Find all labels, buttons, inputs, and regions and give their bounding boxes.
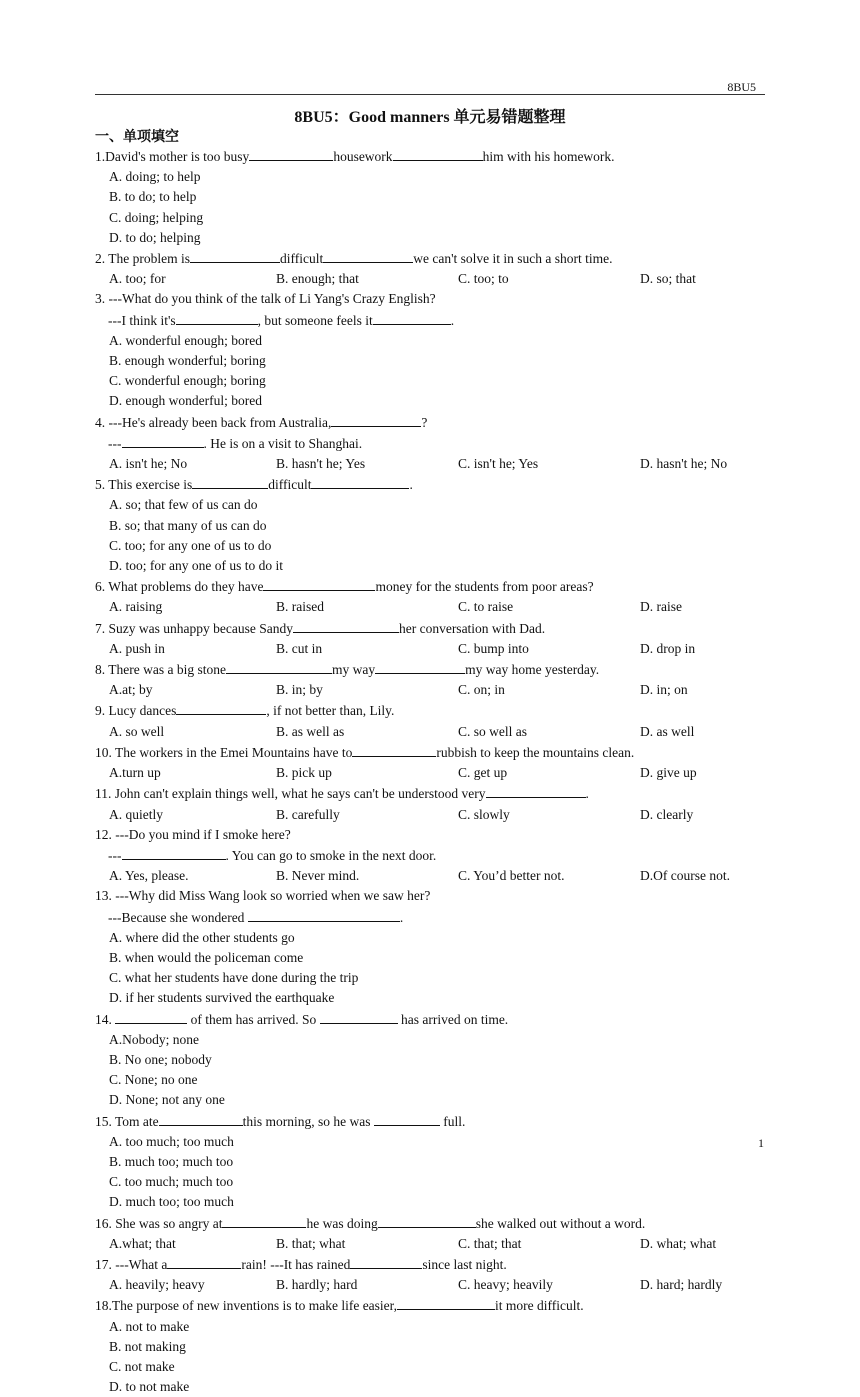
stem-text: 3. ---What do you think of the talk of Li Yang's Crazy English? xyxy=(95,291,436,307)
option-c: C. slowly xyxy=(458,806,510,822)
answer-blank xyxy=(115,1009,187,1024)
option-a: A. not to make xyxy=(109,1318,190,1334)
stem-text: her conversation with Dad. xyxy=(398,620,546,636)
option-a: A. raising xyxy=(109,599,163,615)
option-a: A. push in xyxy=(109,640,165,656)
option-c: C. get up xyxy=(458,765,508,781)
stem-text: 18.The purpose of new inventions is to make life easier, xyxy=(95,1298,398,1314)
option-d: D. as well xyxy=(640,723,695,739)
question-list xyxy=(95,146,775,1397)
question-6 xyxy=(95,576,775,617)
stem-text: . xyxy=(399,909,404,925)
stem-text: 11. John can't explain things well, what he says can't be understood very xyxy=(95,786,486,802)
option-d: D. clearly xyxy=(640,806,694,822)
stem-text: 1.David's mother is too busy xyxy=(95,149,250,164)
stem-text: 2. The problem is xyxy=(95,251,190,267)
option-c: C. on; in xyxy=(458,682,505,698)
stem-text: 5. This exercise is xyxy=(95,477,193,493)
question-stem xyxy=(95,474,775,495)
question-3 xyxy=(95,289,775,411)
option-b: B. when would the policeman come xyxy=(109,949,304,965)
question-stem xyxy=(95,783,775,804)
stem-text: 12. ---Do you mind if I smoke here? xyxy=(95,826,291,842)
answer-blank xyxy=(263,576,375,591)
question-8 xyxy=(95,659,775,700)
option-a: A. so well xyxy=(109,723,165,739)
stem-text: --- xyxy=(108,435,122,451)
option-list xyxy=(95,805,775,825)
option-d: D. hasn't he; No xyxy=(640,456,728,472)
question-2 xyxy=(95,248,775,289)
question-10 xyxy=(95,742,775,783)
stem-text: ? xyxy=(421,414,428,430)
question-13 xyxy=(95,886,775,1008)
answer-blank xyxy=(311,474,409,489)
option-b: B. so; that many of us can do xyxy=(109,517,267,533)
option-a: A. isn't he; No xyxy=(109,456,188,472)
answer-blank xyxy=(159,1111,243,1126)
question-stem xyxy=(95,659,775,680)
stem-text: difficult xyxy=(280,251,324,267)
stem-text: --- xyxy=(108,847,122,863)
option-b: B. much too; much too xyxy=(109,1153,234,1169)
option-c: C. bump into xyxy=(458,640,529,656)
stem-text: she walked out without a word. xyxy=(475,1215,646,1231)
option-list xyxy=(95,680,775,700)
option-a: A. too; for xyxy=(109,271,166,287)
question-stem xyxy=(95,886,775,906)
option-b: B. enough wonderful; boring xyxy=(109,353,266,369)
option-b: B. not making xyxy=(109,1338,186,1354)
option-a: A. quietly xyxy=(109,806,163,822)
question-stem xyxy=(95,412,775,433)
option-a: A. too much; too much xyxy=(109,1133,234,1149)
option-d: D. hard; hardly xyxy=(640,1277,723,1293)
option-list xyxy=(95,167,775,248)
option-a: A. doing; to help xyxy=(109,169,201,185)
stem-text: ---Because she wondered xyxy=(108,909,248,925)
option-a: A. Yes, please. xyxy=(109,868,189,884)
option-list xyxy=(95,597,775,617)
stem-text: 6. What problems do they have xyxy=(95,579,264,595)
option-list xyxy=(95,1275,775,1295)
header-rule xyxy=(95,94,765,95)
stem-text: ---I think it's xyxy=(108,312,176,328)
stem-text: full. xyxy=(439,1113,466,1129)
stem-text: he was doing xyxy=(306,1215,378,1231)
answer-blank xyxy=(320,1009,398,1024)
option-b: B. as well as xyxy=(276,723,345,739)
answer-blank xyxy=(378,1213,476,1228)
stem-text: 7. Suzy was unhappy because Sandy xyxy=(95,620,293,636)
option-list xyxy=(95,928,775,1009)
option-b: B. hasn't he; Yes xyxy=(276,456,366,472)
option-list xyxy=(95,1317,775,1397)
stem-text: 17. ---What a xyxy=(95,1256,168,1272)
option-b: B. cut in xyxy=(276,640,323,656)
option-list xyxy=(95,1030,775,1111)
stem-text: 8. There was a big stone xyxy=(95,662,226,678)
answer-blank xyxy=(222,1213,306,1228)
option-d: D. what; what xyxy=(640,1235,717,1251)
option-a: A.what; that xyxy=(109,1235,176,1251)
stem-text: money for the students from poor areas? xyxy=(375,579,594,595)
option-d: D. None; not any one xyxy=(109,1092,225,1108)
stem-text: . xyxy=(450,312,455,328)
question-12 xyxy=(95,825,775,887)
question-1 xyxy=(95,146,775,248)
option-list xyxy=(95,331,775,412)
stem-text: rain! ---It has rained xyxy=(241,1256,351,1272)
stem-text: , if not better than, Lily. xyxy=(266,703,395,719)
stem-text: . xyxy=(409,477,413,493)
option-c: C. too; for any one of us to do xyxy=(109,537,272,553)
option-list xyxy=(95,1234,775,1254)
answer-blank xyxy=(122,433,204,448)
answer-blank xyxy=(190,248,280,263)
stem-text: . xyxy=(585,786,589,802)
question-11 xyxy=(95,783,775,824)
question-stem xyxy=(95,1295,775,1316)
option-b: B. that; what xyxy=(276,1235,346,1251)
question-stem xyxy=(95,1111,775,1132)
option-d: D. if her students survived the earthquake xyxy=(109,990,335,1006)
answer-blank xyxy=(122,845,226,860)
option-b: B. enough; that xyxy=(276,271,359,287)
answer-blank xyxy=(249,146,333,161)
answer-blank xyxy=(176,700,266,715)
option-c: C. None; no one xyxy=(109,1072,198,1088)
option-a: A. wonderful enough; bored xyxy=(109,332,262,348)
option-c: C. too; to xyxy=(458,271,509,287)
option-list xyxy=(95,763,775,783)
question-14 xyxy=(95,1009,775,1111)
option-c: C. what her students have done during the trip xyxy=(109,970,359,986)
answer-blank xyxy=(293,618,399,633)
option-a: A.Nobody; none xyxy=(109,1031,199,1047)
question-response-line xyxy=(95,907,775,928)
option-c: C. so well as xyxy=(458,723,527,739)
answer-blank xyxy=(374,1111,440,1126)
question-stem xyxy=(95,576,775,597)
question-stem xyxy=(95,618,775,639)
option-d: D.Of course not. xyxy=(640,868,730,884)
option-d: D. enough wonderful; bored xyxy=(109,393,262,409)
question-7 xyxy=(95,618,775,659)
option-a: A. so; that few of us can do xyxy=(109,497,258,513)
stem-text: 9. Lucy dances xyxy=(95,703,177,719)
answer-blank xyxy=(176,310,258,325)
question-18 xyxy=(95,1295,775,1397)
stem-text: 16. She was so angry at xyxy=(95,1215,223,1231)
option-list xyxy=(95,454,775,474)
option-c: C. You’d better not. xyxy=(458,868,565,884)
answer-blank xyxy=(167,1254,241,1269)
answer-blank xyxy=(331,412,421,427)
stem-text: 10. The workers in the Emei Mountains have to xyxy=(95,744,353,760)
answer-blank xyxy=(192,474,268,489)
stem-text: rubbish to keep the mountains clean. xyxy=(436,744,635,760)
option-list xyxy=(95,269,775,289)
answer-blank xyxy=(486,783,586,798)
question-stem xyxy=(95,1254,775,1275)
option-b: B. No one; nobody xyxy=(109,1051,212,1067)
stem-text: we can't solve it in such a short time. xyxy=(413,251,613,267)
question-stem xyxy=(95,146,775,167)
answer-blank xyxy=(397,1295,495,1310)
option-d: D. too; for any one of us to do it xyxy=(109,558,283,574)
option-d: D. raise xyxy=(640,599,682,615)
stem-text: , but someone feels it xyxy=(257,312,373,328)
page-title: 8BU5：Good manners 单元易错题整理 xyxy=(294,109,566,126)
option-a: A. heavily; heavy xyxy=(109,1277,205,1293)
option-c: C. doing; helping xyxy=(109,209,204,225)
option-b: B. carefully xyxy=(276,806,340,822)
stem-text: my way home yesterday. xyxy=(465,662,600,678)
option-c: C. heavy; heavily xyxy=(458,1277,553,1293)
question-stem xyxy=(95,700,775,721)
question-15 xyxy=(95,1111,775,1213)
question-response-line xyxy=(95,845,775,866)
option-c: C. that; that xyxy=(458,1235,522,1251)
answer-blank xyxy=(375,659,465,674)
question-5 xyxy=(95,474,775,576)
option-b: B. raised xyxy=(276,599,324,615)
answer-blank xyxy=(323,248,413,263)
option-d: D. so; that xyxy=(640,271,696,287)
stem-text: 4. ---He's already been back from Australia, xyxy=(95,414,332,430)
stem-text: my way xyxy=(331,662,376,678)
option-b: B. pick up xyxy=(276,765,332,781)
stem-text: difficult xyxy=(268,477,312,493)
option-d: D. to not make xyxy=(109,1379,190,1395)
question-response-line xyxy=(95,310,775,331)
answer-blank xyxy=(350,1254,422,1269)
stem-text: . He is on a visit to Shanghai. xyxy=(203,435,363,451)
answer-blank xyxy=(393,146,483,161)
option-a: A. where did the other students go xyxy=(109,929,295,945)
question-stem xyxy=(95,825,775,845)
stem-text: 14. xyxy=(95,1011,116,1027)
stem-text: since last night. xyxy=(422,1256,507,1272)
section-title: 一、单项填空 xyxy=(95,130,179,145)
option-b: B. Never mind. xyxy=(276,868,360,884)
option-b: B. hardly; hard xyxy=(276,1277,358,1293)
stem-text: . You can go to smoke in the next door. xyxy=(225,847,437,863)
option-list xyxy=(95,866,775,886)
option-b: B. to do; to help xyxy=(109,189,197,205)
stem-text: 15. Tom ate xyxy=(95,1113,159,1129)
question-9 xyxy=(95,700,775,741)
option-a: A.at; by xyxy=(109,682,153,698)
question-stem xyxy=(95,1009,775,1030)
question-stem xyxy=(95,248,775,269)
question-stem xyxy=(95,289,775,309)
option-c: C. isn't he; Yes xyxy=(458,456,539,472)
option-a: A.turn up xyxy=(109,765,161,781)
stem-text: of them has arrived. So xyxy=(187,1011,320,1027)
question-17 xyxy=(95,1254,775,1295)
answer-blank xyxy=(248,907,400,922)
header-label: 8BU5 xyxy=(727,80,756,94)
answer-blank xyxy=(226,659,332,674)
question-response-line xyxy=(95,433,775,454)
page-number: 1 xyxy=(758,1136,764,1150)
option-list xyxy=(95,722,775,742)
stem-text: has arrived on time. xyxy=(397,1011,509,1027)
stem-text: 13. ---Why did Miss Wang look so worried when we saw her? xyxy=(95,888,431,904)
stem-text: him with his homework. xyxy=(482,149,615,164)
question-stem xyxy=(95,742,775,763)
option-d: D. drop in xyxy=(640,640,696,656)
option-d: D. give up xyxy=(640,765,697,781)
stem-text: this morning, so he was xyxy=(242,1113,374,1129)
question-16 xyxy=(95,1213,775,1254)
option-c: C. to raise xyxy=(458,599,514,615)
option-d: D. to do; helping xyxy=(109,229,201,245)
option-list xyxy=(95,639,775,659)
option-c: C. too much; much too xyxy=(109,1174,234,1190)
option-c: C. wonderful enough; boring xyxy=(109,373,266,389)
option-b: B. in; by xyxy=(276,682,323,698)
option-d: D. much too; too much xyxy=(109,1194,234,1210)
stem-text: it more difficult. xyxy=(495,1298,584,1314)
option-c: C. not make xyxy=(109,1358,175,1374)
option-list xyxy=(95,495,775,576)
stem-text: housework xyxy=(333,149,393,164)
option-list xyxy=(95,1132,775,1213)
answer-blank xyxy=(352,742,436,757)
question-4 xyxy=(95,412,775,475)
option-d: D. in; on xyxy=(640,682,688,698)
answer-blank xyxy=(373,310,451,325)
